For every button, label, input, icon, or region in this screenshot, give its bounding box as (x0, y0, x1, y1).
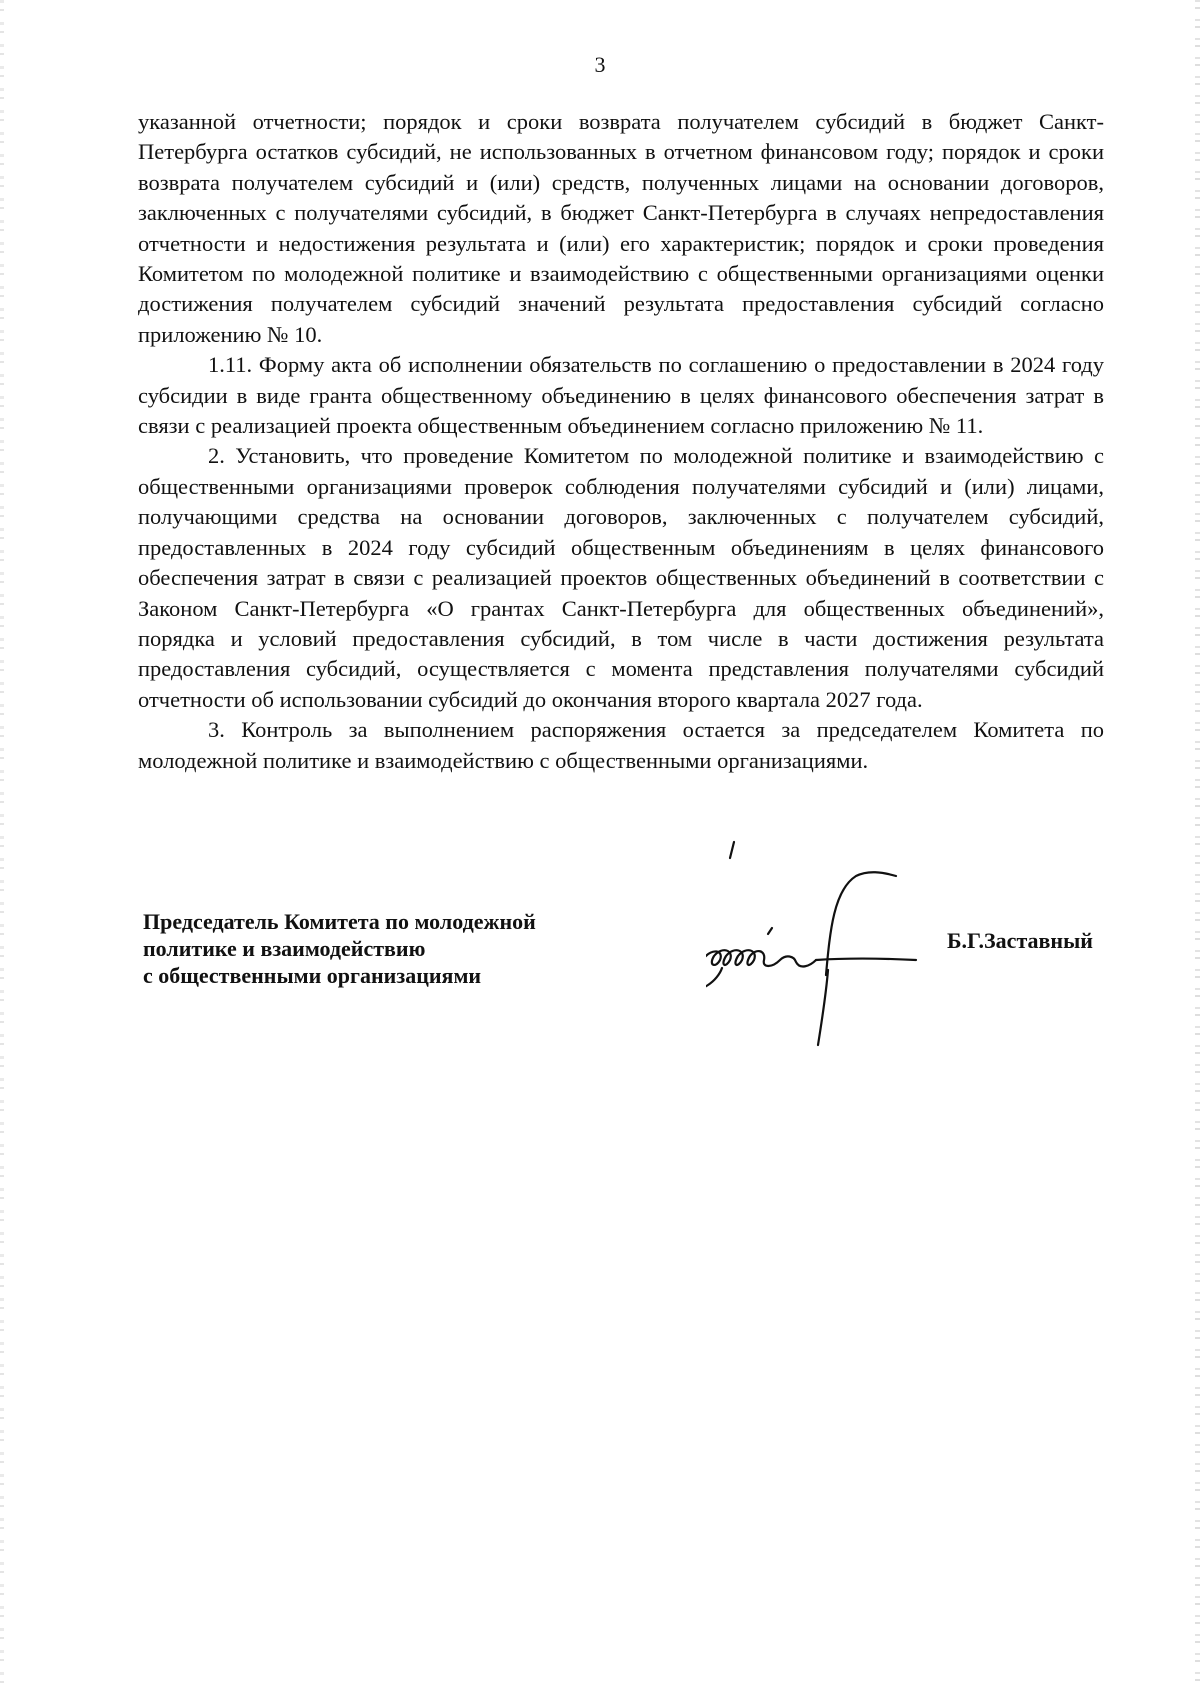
signatory-title: Председатель Комитета по молодежной политике и взаимодействию с общественными организациями (143, 909, 536, 988)
page-number: 3 (594, 52, 606, 77)
scan-edge-right (1195, 0, 1200, 1685)
handwritten-signature (706, 830, 966, 1060)
paragraph-2: 2. Установить, что проведение Комитетом по молодежной политике и взаимодействию с общественными организациями проверок соблюдения получателями субсидий и (или) лицами, получающими средства на основании договоров, заключенных с получателем субсидий, предоставленных в 2024 году субсидий общественным объединениям в целях финансового обеспечения затрат в связи с реализацией проектов общественных объединений в соответствии с Законом Санкт-Петербурга «О грантах Санкт-Петербурга для общественных объединений», порядка и условий предоставления субсидий, в том числе в части достижения результата предоставления субсидий, осуществляется с момента представления получателями субсидий отчетности об использовании субсидий до окончания второго квартала 2027 года. (138, 443, 1104, 712)
signatory-name: Б.Г.Заставный (947, 928, 1093, 953)
document-body (138, 107, 1104, 776)
scan-edge-left (0, 0, 4, 1685)
paragraph-3: 3. Контроль за выполнением распоряжения остается за председателем Комитета по молодежной политике и взаимодействию с общественными организациями. (138, 717, 1104, 773)
paragraph-continuation: указанной отчетности; порядок и сроки возврата получателем субсидий в бюджет Санкт-Петербурга остатков субсидий, не использованных в отчетном финансовом году; порядок и сроки возврата получателем субсидий и (или) средств, полученных лицами на основании договоров, заключенных с получателями субсидий, в бюджет Санкт-Петербурга в случаях непредоставления отчетности и недостижения результата и (или) его характеристик; порядок и сроки проведения Комитетом по молодежной политике и взаимодействию с общественными организациями оценки достижения получателем субсидий значений результата предоставления субсидий согласно приложению № 10. (138, 109, 1104, 347)
paragraph-1-11: 1.11. Форму акта об исполнении обязательств по соглашению о предоставлении в 2024 году субсидии в виде гранта общественному объединению в целях финансового обеспечения затрат в связи с реализацией проекта общественным объединением согласно приложению № 11. (138, 352, 1104, 439)
